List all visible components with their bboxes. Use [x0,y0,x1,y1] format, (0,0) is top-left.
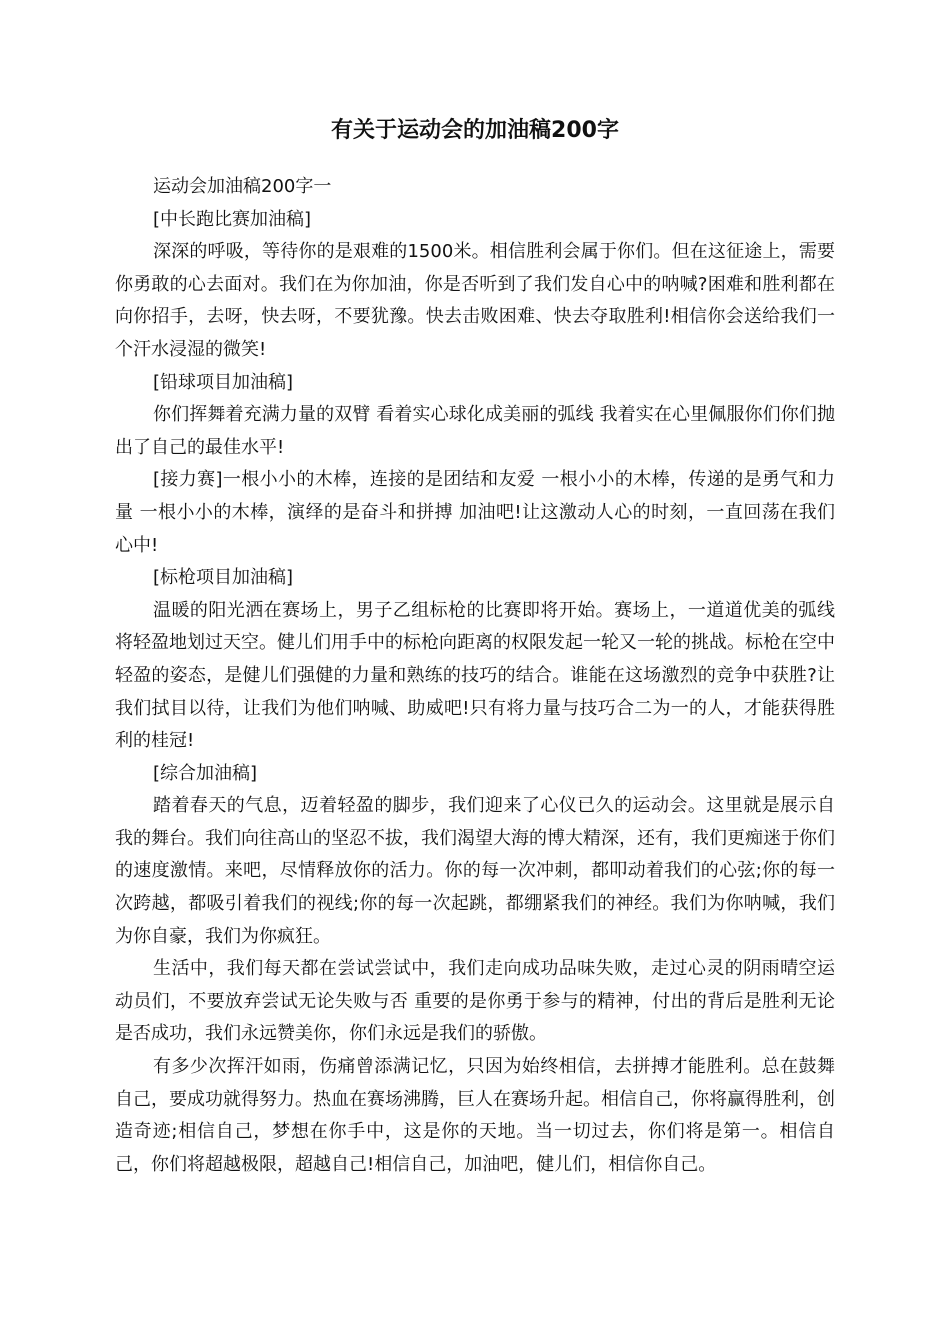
paragraph-relay: [接力赛]一根小小的木棒，连接的是团结和友爱 一根小小的木棒，传递的是勇气和力量 一根小小的木棒，演绎的是奋斗和拼搏 加油吧!让这激动人心的时刻，一直回荡在我们心中! [115,469,835,556]
section-heading: 运动会加油稿200字一 [153,176,332,197]
subheading-javelin: [标枪项目加油稿] [153,567,294,589]
document-title: 有关于运动会的加油稿200字 [331,118,619,143]
paragraph-middle-distance: 深深的呼吸，等待你的是艰难的1500米。相信胜利会属于你们。但在这征途上，需要你勇敢的心去面对。我们在为你加油，你是否听到了我们发自心中的呐喊?困难和胜利都在向你招手，去呀，快去呀，不要犹豫。快去击败困难、快去夺取胜利!相信你会送给我们一个汗水浸湿的微笑! [115,241,835,360]
document-body [115,171,835,1181]
paragraph-shot-put: 你们挥舞着充满力量的双臂 看着实心球化成美丽的弧线 我着实在心里佩服你们你们抛出了自己的最佳水平! [115,404,835,458]
subheading-middle-distance: [中长跑比赛加油稿] [153,208,312,230]
paragraph-general-2: 生活中，我们每天都在尝试尝试中，我们走向成功品味失败，走过心灵的阴雨晴空运动员们，不要放弃尝试无论失败与否 重要的是你勇于参与的精神，付出的背后是胜利无论是否成功，我们永远赞美你，你们永远是我们的骄傲。 [115,958,835,1045]
paragraph-javelin: 温暖的阳光洒在赛场上，男子乙组标枪的比赛即将开始。赛场上，一道道优美的弧线将轻盈地划过天空。健儿们用手中的标枪向距离的权限发起一轮又一轮的挑战。标枪在空中轻盈的姿态，是健儿们强健的力量和熟练的技巧的结合。谁能在这场激烈的竞争中获胜?让我们拭目以待，让我们为他们呐喊、助威吧!只有将力量与技巧合二为一的人，才能获得胜利的桂冠! [115,599,835,752]
paragraph-general-3: 有多少次挥汗如雨，伤痛曾添满记忆，只因为始终相信，去拼搏才能胜利。总在鼓舞自己，要成功就得努力。热血在赛场沸腾，巨人在赛场升起。相信自己，你将赢得胜利，创造奇迹;相信自己，梦想在你手中，这是你的天地。当一切过去，你们将是第一。相信自己，你们将超越极限，超越自己!相信自己，加油吧，健儿们，相信你自己。 [115,1056,835,1175]
subheading-shot-put: [铅球项目加油稿] [153,371,294,393]
subheading-general: [综合加油稿] [153,762,258,784]
paragraph-general-1: 踏着春天的气息，迈着轻盈的脚步，我们迎来了心仪已久的运动会。这里就是展示自我的舞台。我们向往高山的坚忍不拔，我们渴望大海的博大精深，还有，我们更痴迷于你们的速度激情。来吧，尽情释放你的活力。你的每一次冲刺，都叩动着我们的心弦;你的每一次跨越，都吸引着我们的视线;你的每一次起跳，都绷紧我们的神经。我们为你呐喊，我们为你自豪，我们为你疯狂。 [115,795,835,947]
